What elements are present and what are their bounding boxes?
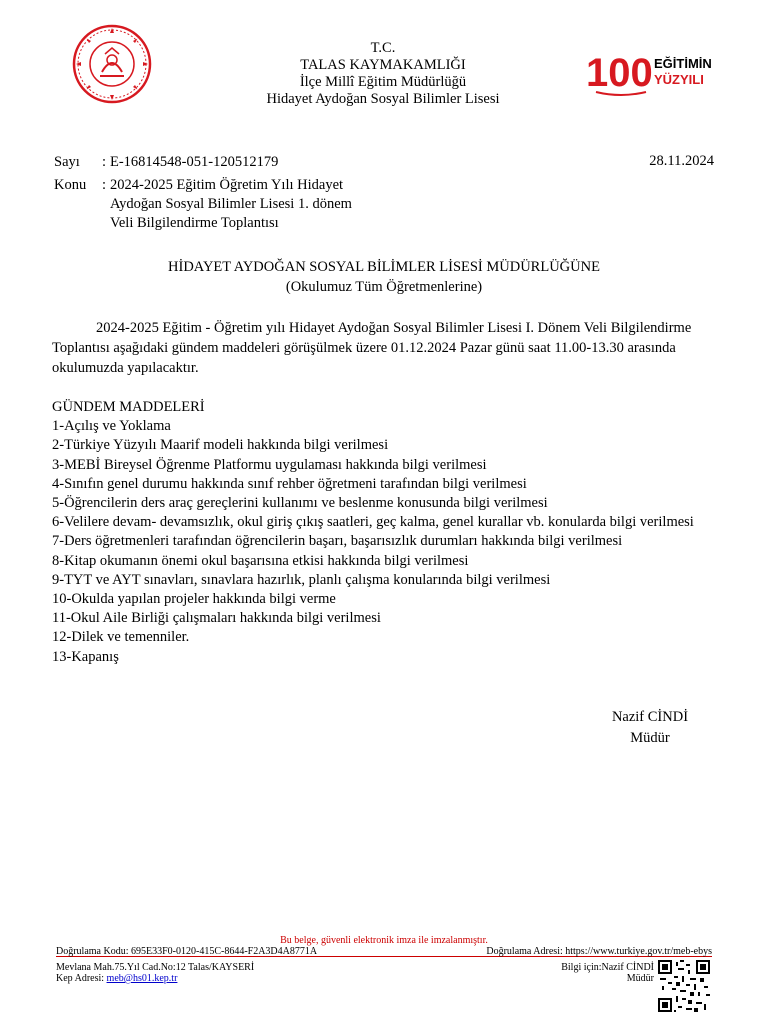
agenda-item: 9-TYT ve AYT sınavları, sınavlara hazırlık, planlı çalışma konularında bilgi verilmesi (52, 571, 551, 588)
agenda-item: 10-Okulda yapılan projeler hakkında bilgi verme (52, 591, 336, 608)
konu-value (110, 176, 352, 233)
info-line-1: Bilgi için:Nazif CİNDİ (561, 962, 654, 973)
agenda (52, 398, 716, 667)
logo-text-2: YÜZYILI (654, 72, 704, 87)
konu-line-1: 2024-2025 Eğitim Öğretim Yılı Hidayet (110, 177, 344, 193)
sayi-value: E-16814548-051-120512179 (110, 154, 279, 170)
agenda-item: 13-Kapanış (52, 648, 119, 665)
esign-notice: Bu belge, güvenli elektronik imza ile imzalanmıştır. (280, 935, 488, 946)
verify-address: Doğrulama Adresi: https://www.turkiye.gov.tr/meb-ebys (486, 946, 712, 957)
body-paragraph: 2024-2025 Eğitim - Öğretim yılı Hidayet Aydoğan Sosyal Bilimler Lisesi I. Dönem Veli Bilgilendirme Toplantısı aşağıdaki gündem maddeleri görüşülmek üzere 01.12.2024 Pazar günü saat 11.00-13.30 arasında okulumuzda yapılacaktır. (52, 320, 692, 376)
agenda-item: 2-Türkiye Yüzyılı Maarif modeli hakkında bilgi verilmesi (52, 437, 389, 454)
address: Mevlana Mah.75.Yıl Cad.No:12 Talas/KAYSERİ (56, 962, 255, 973)
agenda-item: 1-Açılış ve Yoklama (52, 418, 171, 435)
header-line-4: Hidayet Aydoğan Sosyal Bilimler Lisesi (266, 91, 500, 107)
sayi-label: Sayı (54, 154, 80, 170)
konu-line-3: Veli Bilgilendirme Toplantısı (110, 215, 279, 231)
kep-label: Kep Adresi: (56, 973, 107, 984)
info-block (561, 962, 654, 984)
signer-name: Nazif CİNDİ (611, 709, 689, 725)
agenda-item: 7-Ders öğretmenleri tarafından öğrencilerin başarı, başarısızlık durumları hakkında bilgi verilmesi (52, 533, 623, 550)
agenda-item: 5-Öğrencilerin ders araç gereçlerini kullanımı ve beslenme konusunda bilgi verilmesi (52, 495, 548, 512)
konu-line-2: Aydoğan Sosyal Bilimler Lisesi 1. dönem (110, 196, 352, 212)
agenda-item: 11-Okul Aile Birliği çalışmaları hakkında bilgi verilmesi (52, 610, 381, 627)
qr-code-icon (658, 960, 710, 1012)
signer-title: Müdür (630, 730, 670, 746)
addressee-line-1: HİDAYET AYDOĞAN SOSYAL BİLİMLER LİSESİ MÜDÜRLÜĞÜNE (168, 259, 600, 275)
agenda-item: 4-Sınıfın genel durumu hakkında sınıf rehber öğretmeni tarafından bilgi verilmesi (52, 475, 527, 492)
agenda-item: 6-Velilere devam- devamsızlık, okul giriş çıkış saatleri, geç kalma, genel kurallar vb. konularda bilgi verilmesi (52, 514, 694, 531)
konu-label: Konu (54, 177, 87, 193)
logo-number: 100 (586, 51, 653, 95)
header-line-2: TALAS KAYMAKAMLIĞI (300, 57, 466, 73)
egitimin-yuzyili-graphic (586, 46, 716, 102)
kep-link[interactable]: meb@hs01.kep.tr (106, 973, 178, 984)
addressee (54, 257, 714, 297)
agenda-title: GÜNDEM MADDELERİ (52, 399, 205, 415)
agenda-item: 12-Dilek ve temenniler. (52, 629, 190, 646)
signature-block (560, 707, 740, 749)
sayi-colon: : (102, 154, 107, 170)
agenda-item: 8-Kitap okumanın önemi okul başarısına etkisi hakkında bilgi verilmesi (52, 552, 469, 569)
verify-code: Doğrulama Kodu: 695E33F0-0120-415C-8644-F2A3D4A8771A (56, 946, 318, 957)
header-line-1: T.C. (370, 40, 396, 56)
egitimin-yuzyili-logo (586, 46, 716, 102)
konu-colon: : (102, 177, 107, 193)
header-line-3: İlçe Millî Eğitim Müdürlüğü (299, 74, 467, 90)
meb-seal-icon (72, 24, 152, 104)
addressee-line-2: (Okulumuz Tüm Öğretmenlerine) (285, 279, 483, 295)
document-date: 28.11.2024 (649, 153, 714, 169)
document-header (200, 40, 566, 108)
agenda-item: 3-MEBİ Bireysel Öğrenme Platformu uygulaması hakkında bilgi verilmesi (52, 456, 487, 473)
logo-text-1: EĞİTİMİN (654, 56, 712, 71)
kep-line (56, 973, 177, 984)
info-line-2: Müdür (626, 973, 654, 984)
